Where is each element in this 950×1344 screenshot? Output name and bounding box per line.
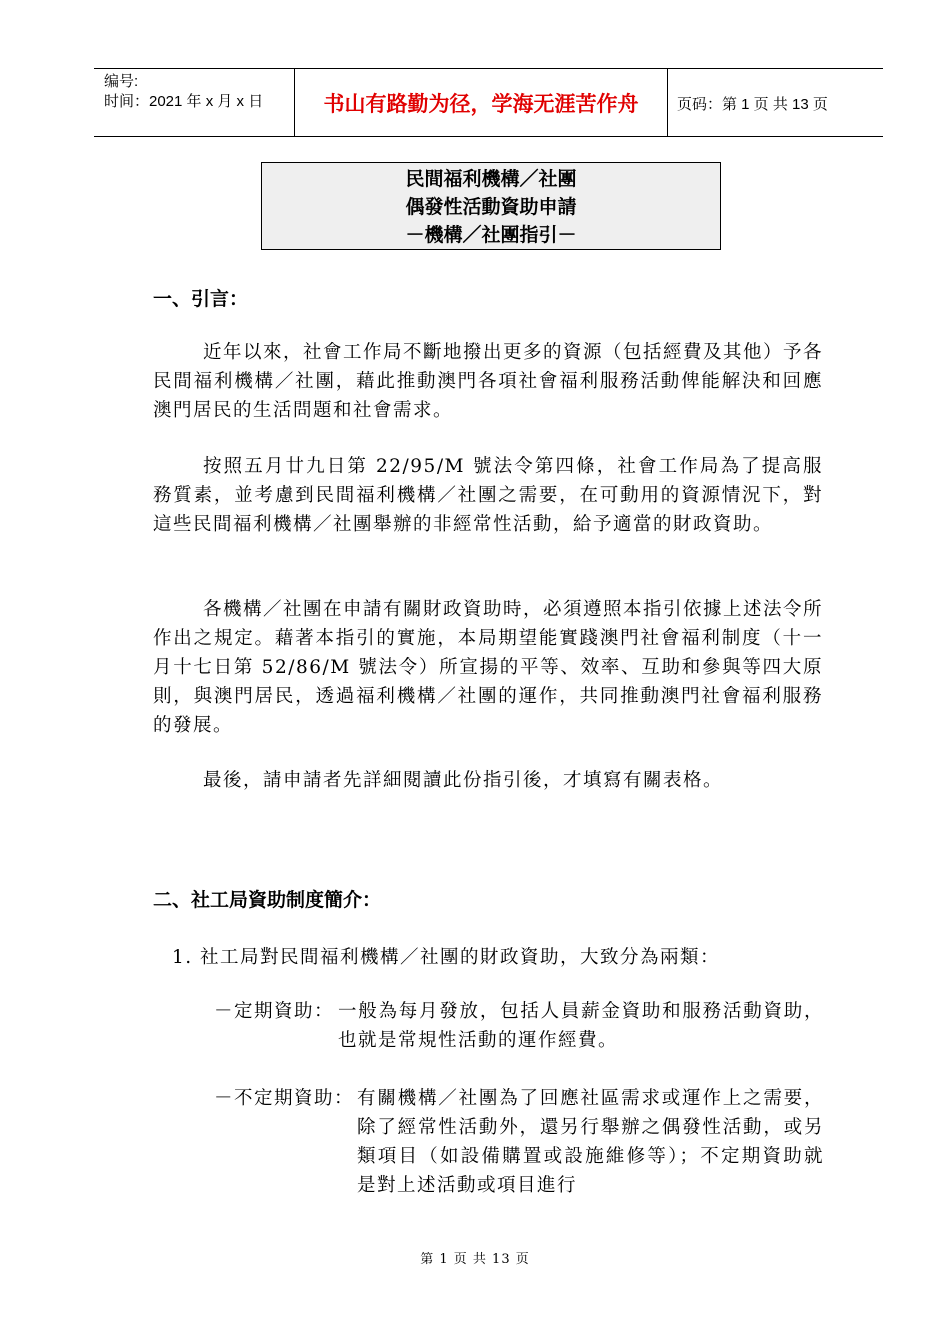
header-page-info: 页码：第 1 页 共 13 页 xyxy=(677,96,828,113)
header-motto: 书山有路勤为径，学海无涯苦作舟 xyxy=(294,69,668,136)
list-item-1: 1. 社工局對民間福利機構／社團的財政資助，大致分為兩類： xyxy=(172,947,721,968)
definition-regular-funding xyxy=(214,997,824,1057)
intro-paragraph-4: 最後，請申請者先詳細閱讀此份指引後，才填寫有關表格。 xyxy=(203,770,724,791)
page-footer: 第 1 页 共 13 页 xyxy=(420,1252,530,1267)
title-line-1: 民間福利機構／社團 xyxy=(405,168,577,190)
definition-term: －不定期資助： xyxy=(214,1088,355,1109)
header-meta xyxy=(104,72,263,112)
intro-paragraph-3: 各機構／社團在申請有關財政資助時，必須遵照本指引依據上述法令所作出之規定。藉著本指引的實施，本局期望能實踐澳門社會福利制度（十一月十七日第 52/86/M 號法令）所宣揚的平等、效率、互助和參與等四大原則，與澳門居民，透過福利機構／社團的運作，共同推動澳門社會福利服務的發展。 xyxy=(153,599,824,736)
intro-paragraph-1: 近年以來，社會工作局不斷地撥出更多的資源（包括經費及其他）予各民間福利機構／社團，藉此推動澳門各項社會福利服務活動俾能解決和回應澳門居民的生活問題和社會需求。 xyxy=(153,342,824,421)
time-label: 时间：2021 年 x 月 x 日 xyxy=(104,93,264,110)
definition-text: 有關機構／社團為了回應社區需求或運作上之需要，除了經常性活動外，還另行舉辦之偶發性活動，或另類項目（如設備購置或設施維修等）；不定期資助就是對上述活動或項目進行 xyxy=(357,1088,824,1196)
page-header xyxy=(94,68,883,137)
number-label: 编号: xyxy=(104,73,139,90)
definition-irregular-funding xyxy=(214,1084,824,1204)
section-2-heading: 二、社工局資助制度簡介： xyxy=(153,889,382,911)
definition-term: －定期資助： xyxy=(214,1001,335,1022)
title-line-3: －機構／社團指引－ xyxy=(405,224,577,246)
title-line-2: 偶發性活動資助申請 xyxy=(405,196,577,218)
definition-text: 一般為每月發放，包括人員薪金資助和服務活動資助，也就是常規性活動的運作經費。 xyxy=(338,1001,824,1051)
intro-paragraph-2: 按照五月廿九日第 22/95/M 號法令第四條，社會工作局為了提高服務質素，並考慮到民間福利機構／社團之需要，在可動用的資源情況下，對這些民間福利機構／社團舉辦的非經常性活動，給予適當的財政資助。 xyxy=(153,456,823,535)
section-1-heading: 一、引言： xyxy=(153,288,249,310)
document-title-box xyxy=(261,162,721,250)
